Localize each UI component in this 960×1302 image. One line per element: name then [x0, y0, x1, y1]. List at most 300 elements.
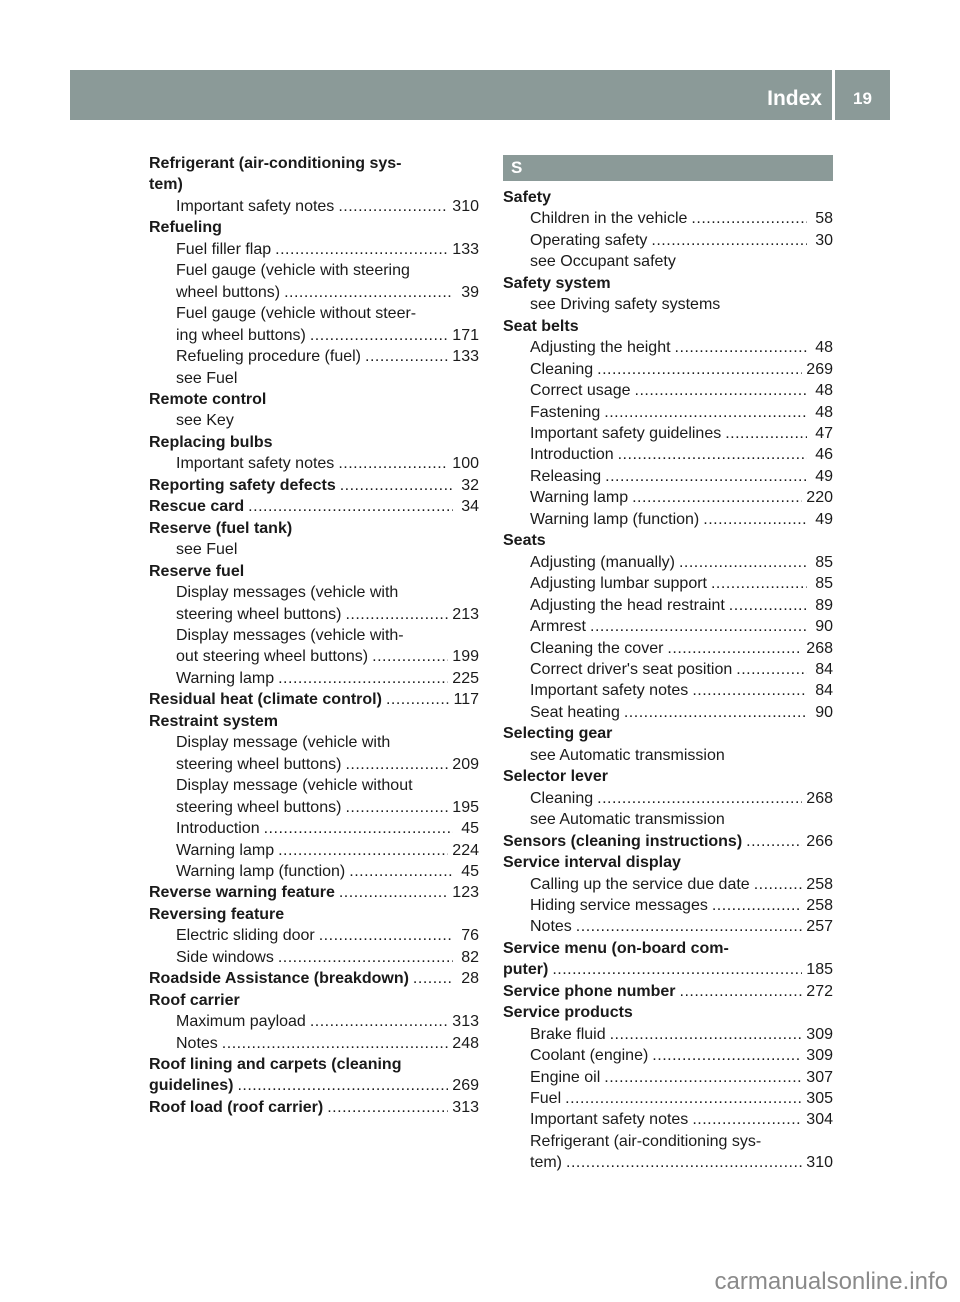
page-reference[interactable]: 309: [806, 1047, 833, 1065]
entry-text: Armrest: [530, 618, 586, 636]
entry-text: Electric sliding door: [176, 927, 315, 945]
index-subentry[interactable]: [503, 1045, 833, 1066]
page-reference[interactable]: 258: [806, 896, 833, 914]
index-heading: [503, 530, 833, 551]
index-heading: [503, 187, 833, 208]
dot-leader: [327, 1097, 448, 1118]
index-subentry: [503, 1131, 833, 1152]
dot-leader: [345, 797, 448, 818]
page-header: [70, 70, 890, 120]
entry-text: Adjusting the head restraint: [530, 596, 725, 614]
dot-leader: [692, 680, 807, 701]
entry-text: Safety: [503, 189, 552, 206]
index-heading: [503, 852, 833, 873]
index-heading: [149, 1054, 479, 1075]
page-reference[interactable]: 213: [452, 605, 479, 623]
index-subentry[interactable]: [503, 1152, 833, 1173]
page-reference[interactable]: 269: [806, 360, 833, 378]
dot-leader: [711, 573, 807, 594]
index-subentry[interactable]: [503, 230, 833, 251]
index-heading[interactable]: [149, 1075, 479, 1096]
page-reference[interactable]: 272: [806, 982, 833, 1000]
index-subentry[interactable]: [149, 346, 479, 367]
page-reference[interactable]: 185: [806, 961, 833, 979]
dot-leader: [610, 1024, 803, 1045]
dot-leader: [340, 475, 453, 496]
dot-leader: [222, 1033, 449, 1054]
page-reference[interactable]: 307: [806, 1068, 833, 1086]
dot-leader: [264, 818, 453, 839]
entry-text: Warning lamp: [530, 489, 629, 507]
index-subentry[interactable]: [503, 595, 833, 616]
dot-leader: [604, 1067, 802, 1088]
entry-text: puter): [503, 961, 549, 979]
dot-leader: [278, 668, 448, 689]
dot-leader: [635, 380, 808, 401]
index-subentry[interactable]: [503, 788, 833, 809]
entry-text: Selecting gear: [503, 725, 613, 743]
index-heading: [503, 1002, 833, 1023]
entry-text: Adjusting (manually): [530, 553, 675, 571]
page-reference[interactable]: 45: [461, 862, 479, 880]
entry-text: see Driving safety systems: [530, 296, 721, 314]
page-reference[interactable]: 117: [453, 691, 479, 709]
entry-text: Hiding service messages: [530, 896, 708, 914]
index-heading: [149, 217, 479, 238]
page-reference[interactable]: 76: [461, 927, 479, 945]
page-reference[interactable]: 84: [815, 660, 833, 678]
dot-leader: [679, 552, 807, 573]
index-subentry[interactable]: [149, 453, 479, 474]
index-subentry[interactable]: [149, 325, 479, 346]
index-subentry[interactable]: [503, 359, 833, 380]
index-subentry[interactable]: [503, 616, 833, 637]
index-subentry[interactable]: [503, 916, 833, 937]
entry-text: see Occupant safety: [530, 253, 676, 271]
entry-text: Fuel gauge (vehicle with steering: [176, 262, 410, 280]
entry-text: see Automatic transmission: [530, 811, 725, 829]
entry-text: Releasing: [530, 467, 602, 485]
dot-leader: [413, 968, 453, 989]
dot-leader: [675, 337, 807, 358]
dot-leader: [338, 196, 448, 217]
page-reference[interactable]: 309: [806, 1025, 833, 1043]
page-reference[interactable]: 304: [806, 1111, 833, 1129]
page-reference[interactable]: 47: [815, 424, 833, 442]
page-reference[interactable]: 48: [815, 403, 833, 421]
page-reference[interactable]: 171: [452, 326, 479, 344]
entry-text: Important safety guidelines: [530, 424, 722, 442]
index-subentry: [503, 809, 833, 830]
entry-text: Refrigerant (air-conditioning sys-: [530, 1132, 762, 1150]
dot-leader: [729, 595, 807, 616]
entry-text: Roof lining and carpets (cleaning: [149, 1056, 402, 1074]
entry-text: Seats: [503, 532, 546, 550]
index-subentry[interactable]: [503, 487, 833, 508]
entry-text: Important safety notes: [530, 1111, 689, 1129]
dot-leader: [565, 1088, 802, 1109]
index-subentry[interactable]: [149, 282, 479, 303]
dot-leader: [725, 423, 807, 444]
dot-leader: [703, 509, 807, 530]
entry-text: Operating safety: [530, 231, 648, 249]
dot-leader: [736, 659, 807, 680]
entry-text: Important safety notes: [530, 682, 689, 700]
page-reference[interactable]: 313: [452, 1013, 479, 1031]
page-reference[interactable]: 313: [452, 1098, 479, 1116]
entry-text: Display message (vehicle without: [176, 777, 413, 795]
entry-text: Children in the vehicle: [530, 210, 688, 228]
entry-text: Reporting safety defects: [149, 476, 336, 494]
entry-text: Brake fluid: [530, 1025, 606, 1043]
entry-text: Correct driver's seat position: [530, 660, 733, 678]
entry-text: Residual heat (climate control): [149, 691, 382, 709]
entry-text: Roadside Assistance (breakdown): [149, 970, 409, 988]
page-reference[interactable]: 49: [815, 467, 833, 485]
index-subentry[interactable]: [503, 208, 833, 229]
dot-leader: [349, 861, 453, 882]
dot-leader: [319, 925, 453, 946]
entry-text: out steering wheel buttons): [176, 648, 369, 666]
index-subentry: [149, 260, 479, 281]
dot-leader: [566, 1152, 802, 1173]
page-reference[interactable]: 225: [452, 669, 479, 687]
index-heading[interactable]: [503, 831, 833, 852]
page-number: 19: [853, 89, 872, 108]
index-subentry[interactable]: [503, 573, 833, 594]
index-subentry[interactable]: [149, 604, 479, 625]
dot-leader: [652, 1045, 802, 1066]
page-reference[interactable]: 90: [815, 618, 833, 636]
entry-text: Display messages (vehicle with: [176, 584, 399, 602]
dot-leader: [275, 239, 448, 260]
entry-text: guidelines): [149, 1077, 234, 1095]
page-reference[interactable]: 82: [461, 948, 479, 966]
entry-text: Notes: [176, 1034, 218, 1052]
dot-leader: [345, 754, 448, 775]
entry-text: Cleaning: [530, 789, 594, 807]
page-reference[interactable]: 28: [461, 970, 479, 988]
entry-text: wheel buttons): [176, 283, 281, 301]
dot-leader: [691, 208, 807, 229]
page-reference[interactable]: 85: [815, 575, 833, 593]
dot-leader: [667, 638, 802, 659]
entry-text: Reserve fuel: [149, 562, 245, 580]
page-reference[interactable]: 58: [815, 210, 833, 228]
page-reference[interactable]: 133: [452, 240, 479, 258]
index-subentry: [149, 625, 479, 646]
entry-text: Service interval display: [503, 854, 681, 872]
index-heading: [149, 711, 479, 732]
entry-text: Reserve (fuel tank): [149, 519, 293, 537]
entry-text: see Fuel: [176, 369, 238, 387]
dot-leader: [597, 788, 802, 809]
index-subentry: [149, 410, 479, 431]
page-reference[interactable]: 90: [815, 703, 833, 721]
index-subentry[interactable]: [149, 818, 479, 839]
dot-leader: [624, 702, 807, 723]
index-heading: [149, 904, 479, 925]
dot-leader: [237, 1075, 448, 1096]
page-reference[interactable]: 209: [452, 755, 479, 773]
index-subentry: [149, 539, 479, 560]
section-title: Index: [767, 87, 822, 110]
page-reference[interactable]: 310: [806, 1154, 833, 1172]
entry-text: see Key: [176, 412, 234, 430]
dot-leader: [310, 325, 448, 346]
entry-text: Service products: [503, 1004, 633, 1022]
entry-text: Cleaning the cover: [530, 639, 664, 657]
dot-leader: [345, 604, 448, 625]
page-reference[interactable]: 258: [806, 875, 833, 893]
index-subentry[interactable]: [149, 947, 479, 968]
dot-leader: [604, 402, 807, 423]
index-heading[interactable]: [149, 496, 479, 517]
index-subentry[interactable]: [149, 754, 479, 775]
page-reference[interactable]: 224: [452, 841, 479, 859]
entry-text: Seat belts: [503, 317, 579, 335]
index-subentry[interactable]: [503, 509, 833, 530]
entry-text: Safety system: [503, 274, 611, 292]
page-reference[interactable]: 84: [815, 682, 833, 700]
entry-text: Coolant (engine): [530, 1047, 649, 1065]
entry-text: Selector lever: [503, 768, 608, 786]
entry-text: Adjusting lumbar support: [530, 575, 707, 593]
entry-text: steering wheel buttons): [176, 798, 342, 816]
index-subentry[interactable]: [503, 337, 833, 358]
entry-text: Adjusting the height: [530, 339, 671, 357]
page-reference[interactable]: 305: [806, 1090, 833, 1108]
index-subentry: [503, 294, 833, 315]
index-heading: [149, 389, 479, 410]
dot-leader: [248, 496, 453, 517]
entry-text: tem): [149, 176, 183, 194]
index-heading[interactable]: [503, 981, 833, 1002]
index-subentry[interactable]: [149, 1033, 479, 1054]
page-reference[interactable]: 266: [806, 832, 833, 850]
index-column-right: [503, 153, 833, 1174]
entry-text: Rescue card: [149, 498, 245, 516]
page-reference[interactable]: 49: [815, 510, 833, 528]
page-reference[interactable]: 48: [815, 339, 833, 357]
dot-leader: [339, 882, 448, 903]
index-subentry: [149, 775, 479, 796]
page-reference[interactable]: 89: [815, 596, 833, 614]
dot-leader: [618, 444, 807, 465]
index-subentry[interactable]: [503, 1024, 833, 1045]
index-subentry[interactable]: [503, 680, 833, 701]
entry-text: Remote control: [149, 390, 267, 408]
page-reference[interactable]: 48: [815, 382, 833, 400]
entry-text: Replacing bulbs: [149, 433, 273, 451]
entry-text: Introduction: [530, 446, 614, 464]
entry-text: Restraint system: [149, 712, 278, 730]
index-subentry[interactable]: [503, 1067, 833, 1088]
dot-leader: [692, 1109, 802, 1130]
index-subentry: [149, 732, 479, 753]
index-heading: [503, 273, 833, 294]
index-subentry[interactable]: [149, 861, 479, 882]
entry-text: Fuel filler flap: [176, 240, 272, 258]
index-subentry: [149, 303, 479, 324]
entry-text: Warning lamp (function): [176, 862, 346, 880]
entry-text: see Automatic transmission: [530, 746, 725, 764]
index-subentry[interactable]: [503, 1109, 833, 1130]
dot-leader: [680, 981, 803, 1002]
entry-text: Notes: [530, 918, 572, 936]
page-reference[interactable]: 257: [806, 918, 833, 936]
dot-leader: [372, 646, 448, 667]
dot-leader: [310, 1011, 448, 1032]
dot-leader: [712, 895, 802, 916]
entry-text: Cleaning: [530, 360, 594, 378]
index-heading[interactable]: [503, 959, 833, 980]
page-reference[interactable]: 39: [461, 283, 479, 301]
index-subentry[interactable]: [149, 840, 479, 861]
entry-text: Display message (vehicle with: [176, 734, 391, 752]
entry-text: Fuel: [530, 1090, 562, 1108]
index-heading: [149, 153, 479, 174]
index-subentry[interactable]: [503, 702, 833, 723]
entry-text: Warning lamp: [176, 841, 275, 859]
index-subentry[interactable]: [149, 797, 479, 818]
entry-text: Important safety notes: [176, 455, 335, 473]
page-reference[interactable]: 268: [806, 639, 833, 657]
page-reference[interactable]: 32: [461, 476, 479, 494]
page-reference[interactable]: 34: [461, 498, 479, 516]
index-subentry[interactable]: [149, 196, 479, 217]
index-heading: [149, 518, 479, 539]
index-heading: [503, 938, 833, 959]
index-heading[interactable]: [149, 882, 479, 903]
index-heading: [503, 723, 833, 744]
dot-leader: [278, 840, 448, 861]
page-reference[interactable]: 45: [461, 820, 479, 838]
index-heading[interactable]: [149, 968, 479, 989]
dot-leader: [338, 453, 448, 474]
entry-text: Refueling: [149, 219, 222, 237]
dot-leader: [597, 359, 802, 380]
page-reference[interactable]: 46: [815, 446, 833, 464]
index-subentry[interactable]: [149, 668, 479, 689]
index-subentry[interactable]: [503, 423, 833, 444]
entry-text: see Fuel: [176, 541, 238, 559]
index-heading[interactable]: [149, 689, 479, 710]
index-heading: [149, 432, 479, 453]
entry-text: Refueling procedure (fuel): [176, 348, 361, 366]
index-subentry[interactable]: [503, 1088, 833, 1109]
dot-leader: [651, 230, 807, 251]
index-subentry[interactable]: [503, 380, 833, 401]
entry-text: Warning lamp (function): [530, 510, 700, 528]
watermark: carmanualsonline.info: [714, 1268, 948, 1295]
dot-leader: [576, 916, 803, 937]
index-subentry[interactable]: [503, 402, 833, 423]
entry-text: Side windows: [176, 948, 274, 966]
page-reference[interactable]: 100: [452, 455, 479, 473]
dot-leader: [386, 689, 450, 710]
page-reference[interactable]: 220: [806, 489, 833, 507]
index-subentry[interactable]: [503, 444, 833, 465]
page-reference[interactable]: 268: [806, 789, 833, 807]
entry-text: tem): [530, 1154, 562, 1172]
index-subentry[interactable]: [503, 638, 833, 659]
entry-text: steering wheel buttons): [176, 605, 342, 623]
entry-text: Important safety notes: [176, 197, 335, 215]
index-subentry: [503, 251, 833, 272]
entry-text: ing wheel buttons): [176, 326, 306, 344]
index-heading: [503, 766, 833, 787]
dot-leader: [365, 346, 448, 367]
entry-text: Warning lamp: [176, 669, 275, 687]
index-subentry[interactable]: [503, 895, 833, 916]
index-subentry[interactable]: [503, 874, 833, 895]
page-reference[interactable]: 310: [452, 197, 479, 215]
index-heading: [503, 316, 833, 337]
index-entries-s: [503, 187, 833, 1174]
entry-text: Maximum payload: [176, 1013, 306, 1031]
entry-text: Display messages (vehicle with-: [176, 626, 404, 644]
entry-text: Fastening: [530, 403, 601, 421]
dot-leader: [605, 466, 807, 487]
entry-text: Service menu (on-board com-: [503, 939, 729, 957]
index-subentry[interactable]: [149, 646, 479, 667]
index-subentry: [503, 745, 833, 766]
page-reference[interactable]: 199: [452, 648, 479, 666]
entry-text: Roof carrier: [149, 991, 240, 1009]
entry-text: Correct usage: [530, 382, 631, 400]
entry-text: Service phone number: [503, 982, 676, 1000]
entry-text: Sensors (cleaning instructions): [503, 832, 743, 850]
entry-text: Reverse warning feature: [149, 884, 335, 902]
index-subentry[interactable]: [503, 466, 833, 487]
index-subentry: [149, 368, 479, 389]
page-reference[interactable]: 133: [452, 348, 479, 366]
page-reference[interactable]: 123: [452, 884, 479, 902]
page-reference[interactable]: 269: [452, 1077, 479, 1095]
dot-leader: [746, 831, 802, 852]
index-heading[interactable]: [149, 1097, 479, 1118]
section-letter-bar: S: [503, 155, 833, 181]
entry-text: Reversing feature: [149, 905, 285, 923]
index-subentry[interactable]: [149, 1011, 479, 1032]
entry-text: Calling up the service due date: [530, 875, 750, 893]
index-heading[interactable]: [149, 475, 479, 496]
entry-text: Roof load (roof carrier): [149, 1098, 324, 1116]
index-heading: [149, 174, 479, 195]
page-reference[interactable]: 85: [815, 553, 833, 571]
dot-leader: [754, 874, 803, 895]
dot-leader: [590, 616, 807, 637]
index-heading: [149, 561, 479, 582]
page-reference[interactable]: 30: [815, 231, 833, 249]
index-subentry[interactable]: [503, 552, 833, 573]
dot-leader: [552, 959, 802, 980]
page-reference[interactable]: 248: [452, 1034, 479, 1052]
entry-text: Refrigerant (air-conditioning sys-: [149, 155, 402, 172]
entry-text: Engine oil: [530, 1068, 601, 1086]
index-subentry: [149, 582, 479, 603]
entry-text: Seat heating: [530, 703, 620, 721]
entry-text: Introduction: [176, 820, 260, 838]
entry-text: Fuel gauge (vehicle without steer-: [176, 305, 417, 323]
index-heading: [149, 990, 479, 1011]
page-reference[interactable]: 195: [452, 798, 479, 816]
index-subentry[interactable]: [149, 925, 479, 946]
dot-leader: [278, 947, 453, 968]
index-subentry[interactable]: [503, 659, 833, 680]
index-subentry[interactable]: [149, 239, 479, 260]
